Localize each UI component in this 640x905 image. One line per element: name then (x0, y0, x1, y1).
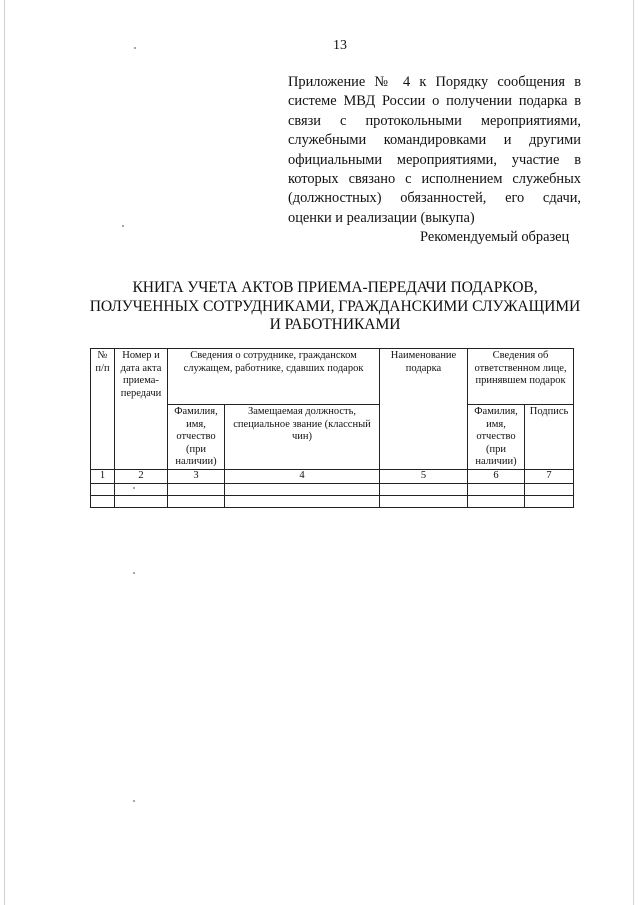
scan-speck (133, 487, 135, 489)
table-cell (168, 483, 225, 495)
table-cell (168, 495, 225, 507)
table-cell (468, 495, 525, 507)
table-cell (380, 495, 468, 507)
header-row-1 (91, 349, 574, 405)
subheader-responsible-fio: Фамилия, имя, отчество (при наличии) (468, 405, 525, 470)
appendix-note: Приложение № 4 к Порядку сообщения в системе МВД России о получении подарка в связи с протокольными мероприятиями, служебными командировками и другими официальными мероприятиями, участие в которых связано с исполнением служебных (должностных) обязанностей, его сдачи, оценки и реализации (выкупа) (288, 74, 581, 226)
header-responsible-info: Сведения об ответственном лице, принявшем подарок (468, 349, 574, 405)
column-number: 4 (225, 469, 380, 483)
table-row (91, 483, 574, 495)
subheader-signature: Подпись (525, 405, 574, 470)
scan-speck (122, 225, 124, 227)
subheader-employee-position: Замещаемая должность, специальное звание (классный чин) (225, 405, 380, 470)
table-cell (91, 495, 115, 507)
column-number: 3 (168, 469, 225, 483)
column-number: 5 (380, 469, 468, 483)
table-cell (468, 483, 525, 495)
table-row (91, 495, 574, 507)
page-edge-left (4, 0, 5, 905)
table-cell (225, 495, 380, 507)
page-edge-right (633, 0, 634, 905)
header-employee-info: Сведения о сотруднике, гражданском служащем, работнике, сдавших подарок (168, 349, 380, 405)
recommended-sample-label: Рекомендуемый образец (420, 229, 570, 245)
subheader-employee-fio: Фамилия, имя, отчество (при наличии) (168, 405, 225, 470)
table-cell (91, 483, 115, 495)
table-cell (225, 483, 380, 495)
column-number: 1 (91, 469, 115, 483)
title-line-1: КНИГА УЧЕТА АКТОВ ПРИЕМА-ПЕРЕДАЧИ ПОДАРКОВ, (132, 279, 538, 296)
header-act-number-date: Номер и дата акта приема-передачи (115, 349, 168, 470)
table-cell (380, 483, 468, 495)
column-number: 6 (468, 469, 525, 483)
column-number: 7 (525, 469, 574, 483)
scan-speck (133, 800, 135, 802)
gift-transfer-registry-table (90, 348, 574, 508)
table-cell (525, 483, 574, 495)
table-cell (115, 483, 168, 495)
column-numbers-row (91, 469, 574, 483)
document-title (80, 279, 590, 335)
page-number: 13 (333, 38, 347, 53)
scan-speck (133, 572, 135, 574)
scan-speck (134, 47, 136, 49)
header-number: № п/п (91, 349, 115, 470)
table-cell (525, 495, 574, 507)
title-line-3: И РАБОТНИКАМИ (269, 316, 401, 333)
table-cell (115, 495, 168, 507)
column-number: 2 (115, 469, 168, 483)
header-gift-name: Наименование подарка (380, 349, 468, 470)
title-line-2: ПОЛУЧЕННЫХ СОТРУДНИКАМИ, ГРАЖДАНСКИМИ СЛУЖАЩИМИ (89, 297, 581, 315)
